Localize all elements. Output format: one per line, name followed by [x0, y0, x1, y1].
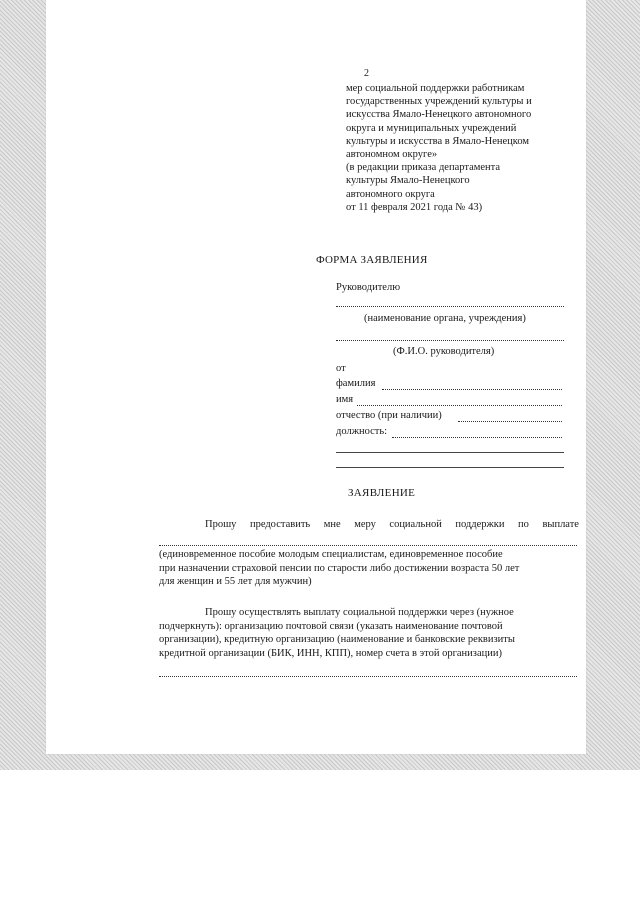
word: выплате — [542, 519, 579, 530]
header-line: мер социальной поддержки работникам — [346, 83, 525, 94]
word: предоставить — [249, 519, 311, 530]
header-line: искусства Ямало-Ненецкого автономного — [346, 109, 532, 121]
page-number: 2 — [364, 68, 369, 79]
patronymic-label: отчество (при наличии) — [336, 410, 442, 421]
patronymic-field[interactable] — [458, 421, 562, 422]
word: по — [518, 519, 529, 530]
document-page — [46, 0, 586, 754]
benefit-type-field[interactable] — [159, 545, 577, 546]
paragraph-line: подчеркнуть): организацию почтовой связи (указать наименование почтовой — [159, 620, 503, 632]
surname-label: фамилия — [336, 378, 376, 389]
addressee-label: Руководителю — [336, 282, 401, 293]
paragraph-line: организации), кредитную организацию (наименование и банковские реквизиты — [159, 634, 515, 645]
word: Прошу — [205, 519, 237, 530]
from-label: от — [336, 363, 346, 374]
position-extra-line[interactable] — [336, 467, 564, 468]
paragraph-line: Прошу осуществлять выплату социальной поддержки через (нужное — [205, 607, 514, 618]
statement-paragraph-2 — [159, 606, 579, 660]
org-name-caption: (наименование органа, учреждения) — [364, 313, 526, 324]
word: меру — [354, 519, 376, 530]
surname-field[interactable] — [382, 389, 562, 390]
paragraph-line: при назначении страховой пенсии по старости либо достижении возраста 50 лет — [159, 562, 520, 574]
word: поддержки — [455, 519, 505, 530]
paragraph-first-line — [159, 518, 579, 532]
position-extra-line[interactable] — [336, 452, 564, 453]
header-line: (в редакции приказа департамента — [346, 162, 501, 174]
position-field[interactable] — [392, 437, 562, 438]
word: социальной — [389, 519, 442, 530]
head-name-line[interactable] — [336, 340, 564, 341]
statement-paragraph-1 — [159, 518, 579, 532]
position-label: должность: — [336, 426, 388, 437]
word: мне — [323, 519, 341, 530]
header-line: автономном округе» — [346, 149, 438, 161]
statement-title: ЗАЯВЛЕНИЕ — [348, 487, 416, 499]
header-line: автономного округа — [346, 188, 435, 200]
org-name-line[interactable] — [336, 306, 564, 307]
head-name-caption: (Ф.И.О. руководителя) — [393, 346, 495, 357]
name-field[interactable] — [357, 405, 562, 406]
header-line: от 11 февраля 2021 года № 43) — [346, 201, 483, 213]
header-line: культуры и искусства в Ямало-Ненецком — [346, 135, 530, 147]
benefit-type-explanation — [159, 548, 579, 589]
paragraph-line: кредитной организации (БИК, ИНН, КПП), номер счета в этой организации) — [159, 647, 502, 659]
header-line: культуры Ямало-Ненецкого — [346, 175, 470, 187]
name-label: имя — [336, 394, 354, 405]
payment-method-field[interactable] — [159, 676, 577, 677]
document-header-reference — [346, 82, 586, 214]
form-title: ФОРМА ЗАЯВЛЕНИЯ — [316, 254, 428, 266]
header-line: государственных учреждений культуры и — [346, 96, 532, 108]
header-line: округа и муниципальных учреждений — [346, 122, 517, 134]
paragraph-line: для женщин и 55 лет для мужчин) — [159, 576, 312, 587]
paragraph-line: (единовременное пособие молодым специалистам, единовременное пособие — [159, 549, 503, 560]
